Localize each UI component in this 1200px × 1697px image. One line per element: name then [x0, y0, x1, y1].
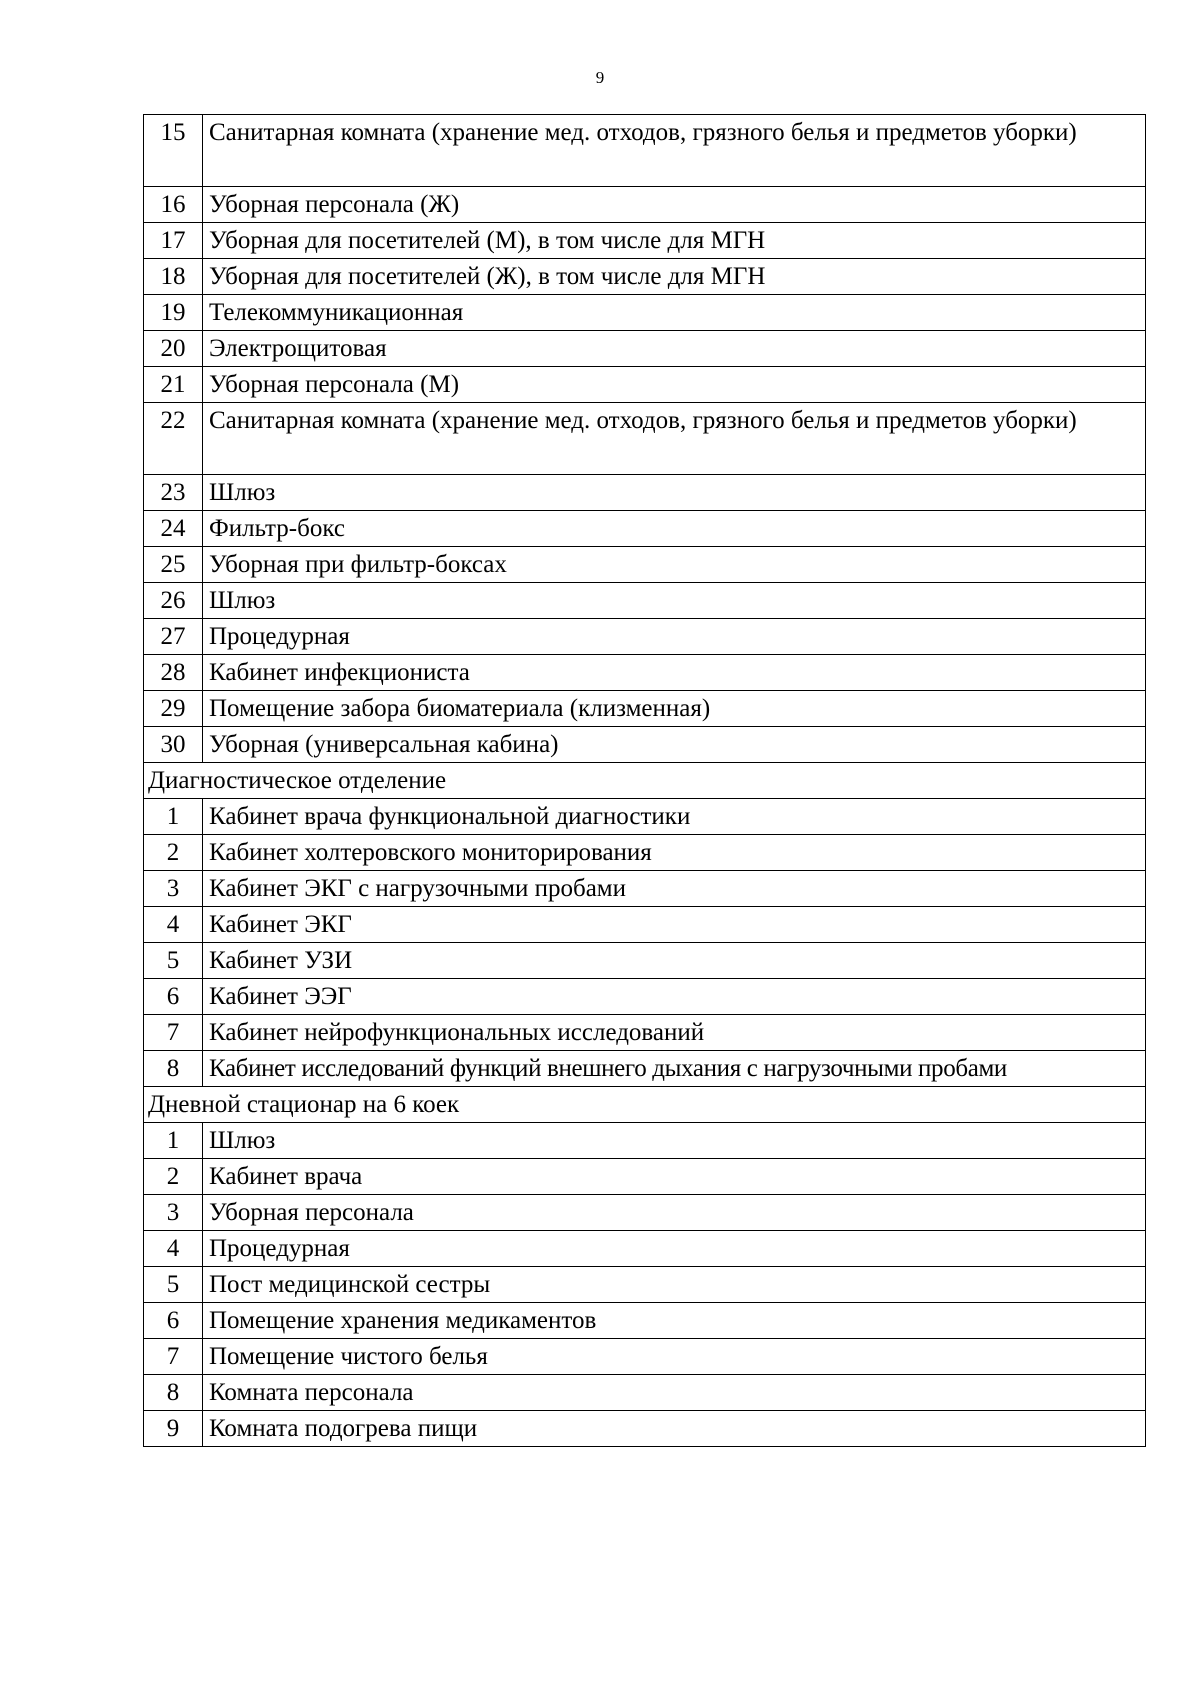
room-name: Фильтр-бокс: [203, 511, 1146, 547]
page-number: 9: [595, 68, 605, 87]
table-row: [144, 511, 1146, 547]
table-row: [144, 583, 1146, 619]
table-row: [144, 727, 1146, 763]
room-name: Шлюз: [203, 475, 1146, 511]
table-row: [144, 979, 1146, 1015]
row-number: 20: [144, 331, 203, 367]
room-name: Комната подогрева пищи: [203, 1411, 1146, 1447]
room-name: Уборная при фильтр-боксах: [203, 547, 1146, 583]
section-row: [144, 1087, 1146, 1123]
room-name: Кабинет инфекциониста: [203, 655, 1146, 691]
row-number: 23: [144, 475, 203, 511]
room-name: Кабинет ЭКГ с нагрузочными пробами: [203, 871, 1146, 907]
table-row: [144, 1375, 1146, 1411]
row-number: 18: [144, 259, 203, 295]
row-number: 16: [144, 187, 203, 223]
room-name: Кабинет врача функциональной диагностики: [203, 799, 1146, 835]
room-name: Уборная персонала (М): [203, 367, 1146, 403]
table-row: [144, 259, 1146, 295]
row-number: 2: [144, 835, 203, 871]
row-number: 29: [144, 691, 203, 727]
room-name: Помещение забора биоматериала (клизменная): [203, 691, 1146, 727]
table-row: [144, 1339, 1146, 1375]
row-number: 27: [144, 619, 203, 655]
row-number: 7: [144, 1015, 203, 1051]
table-row: [144, 223, 1146, 259]
table-row: [144, 295, 1146, 331]
row-number: 4: [144, 907, 203, 943]
room-name: Уборная персонала (Ж): [203, 187, 1146, 223]
row-number: 8: [144, 1051, 203, 1087]
section-heading: Дневной стационар на 6 коек: [144, 1087, 1146, 1123]
room-name: Уборная для посетителей (М), в том числе для МГН: [203, 223, 1146, 259]
table-row: [144, 403, 1146, 475]
row-number: 1: [144, 799, 203, 835]
table-row: [144, 331, 1146, 367]
room-name: Помещение хранения медикаментов: [203, 1303, 1146, 1339]
table-row: [144, 475, 1146, 511]
room-name: Электрощитовая: [203, 331, 1146, 367]
room-name: Шлюз: [203, 1123, 1146, 1159]
row-number: 3: [144, 1195, 203, 1231]
table-row: [144, 1195, 1146, 1231]
row-number: 30: [144, 727, 203, 763]
row-number: 25: [144, 547, 203, 583]
row-number: 1: [144, 1123, 203, 1159]
table-row: [144, 1411, 1146, 1447]
table-row: [144, 655, 1146, 691]
room-name: Кабинет исследований функций внешнего дыхания с нагрузочными пробами: [203, 1051, 1146, 1087]
room-name: Комната персонала: [203, 1375, 1146, 1411]
row-number: 5: [144, 943, 203, 979]
table-row: [144, 1303, 1146, 1339]
row-number: 9: [144, 1411, 203, 1447]
row-number: 28: [144, 655, 203, 691]
row-number: 5: [144, 1267, 203, 1303]
room-name: Кабинет холтеровского мониторирования: [203, 835, 1146, 871]
room-name: Кабинет ЭЭГ: [203, 979, 1146, 1015]
table-row: [144, 547, 1146, 583]
room-name: Процедурная: [203, 619, 1146, 655]
table-row: [144, 1123, 1146, 1159]
table-row: [144, 1015, 1146, 1051]
room-name: Уборная персонала: [203, 1195, 1146, 1231]
table-row: [144, 187, 1146, 223]
rooms-table: [143, 114, 1146, 1447]
room-name: Кабинет нейрофункциональных исследований: [203, 1015, 1146, 1051]
row-number: 4: [144, 1231, 203, 1267]
row-number: 26: [144, 583, 203, 619]
table-row: [144, 367, 1146, 403]
section-row: [144, 763, 1146, 799]
room-name: Кабинет УЗИ: [203, 943, 1146, 979]
table-row: [144, 835, 1146, 871]
row-number: 8: [144, 1375, 203, 1411]
table-row: [144, 691, 1146, 727]
row-number: 2: [144, 1159, 203, 1195]
row-number: 15: [144, 115, 203, 187]
room-name: Телекоммуникационная: [203, 295, 1146, 331]
table-row: [144, 871, 1146, 907]
row-number: 3: [144, 871, 203, 907]
room-name: Уборная для посетителей (Ж), в том числе для МГН: [203, 259, 1146, 295]
table-row: [144, 799, 1146, 835]
room-name: Санитарная комната (хранение мед. отходов, грязного белья и предметов уборки): [203, 115, 1146, 187]
row-number: 6: [144, 1303, 203, 1339]
room-name: Процедурная: [203, 1231, 1146, 1267]
row-number: 7: [144, 1339, 203, 1375]
section-heading: Диагностическое отделение: [144, 763, 1146, 799]
row-number: 17: [144, 223, 203, 259]
table-row: [144, 907, 1146, 943]
table-row: [144, 1267, 1146, 1303]
room-name: Кабинет ЭКГ: [203, 907, 1146, 943]
row-number: 21: [144, 367, 203, 403]
row-number: 22: [144, 403, 203, 475]
row-number: 19: [144, 295, 203, 331]
room-name: Помещение чистого белья: [203, 1339, 1146, 1375]
table-row: [144, 943, 1146, 979]
room-name: Санитарная комната (хранение мед. отходов, грязного белья и предметов уборки): [203, 403, 1146, 475]
row-number: 24: [144, 511, 203, 547]
table-row: [144, 115, 1146, 187]
row-number: 6: [144, 979, 203, 1015]
room-name: Шлюз: [203, 583, 1146, 619]
room-name: Уборная (универсальная кабина): [203, 727, 1146, 763]
table-row: [144, 1051, 1146, 1087]
table-row: [144, 1159, 1146, 1195]
table-row: [144, 619, 1146, 655]
table-row: [144, 1231, 1146, 1267]
room-name: Пост медицинской сестры: [203, 1267, 1146, 1303]
room-name: Кабинет врача: [203, 1159, 1146, 1195]
